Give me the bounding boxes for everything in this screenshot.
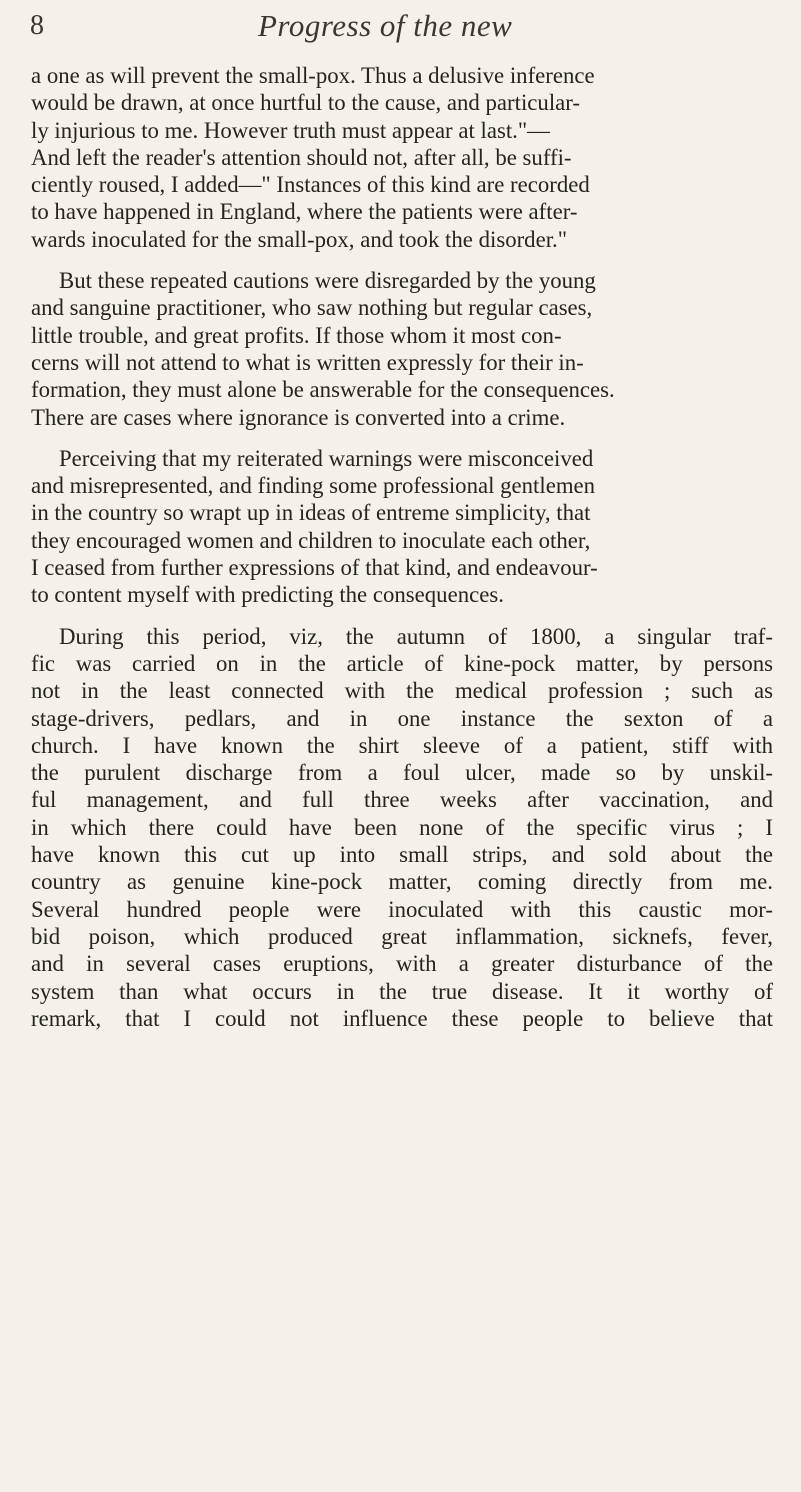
text-line: not in the least connected with the medical profession ; such as (31, 678, 773, 704)
text-line: in which there could have been none of the specific virus ; I (31, 814, 773, 840)
text-line: have known this cut up into small strips, and sold about the (31, 842, 773, 868)
text-line: little trouble, and great profits. If those whom it most con- (31, 322, 562, 348)
text-line: There are cases where ignorance is converted into a crime. (31, 404, 566, 430)
text-line: church. I have known the shirt sleeve of a patient, stiff with (31, 732, 773, 758)
page-number: 8 (30, 10, 44, 41)
text-line: and misrepresented, and finding some professional gentlemen (31, 473, 596, 499)
text-line: and sanguine practitioner, who saw nothing but regular cases, (31, 295, 593, 321)
text-line: the purulent discharge from a foul ulcer, made so by unskil- (31, 760, 773, 786)
text-line: I ceased from further expressions of that kind, and endeavour- (31, 555, 598, 581)
text-line: would be drawn, at once hurtful to the cause, and particular- (31, 90, 580, 116)
text-line: to have happened in England, where the patients were after- (31, 199, 578, 225)
text-line: to content myself with predicting the consequences. (31, 582, 504, 608)
text-line: fic was carried on in the article of kine-pock matter, by persons (31, 650, 773, 676)
text-line: a one as will prevent the small-pox. Thus a delusive inference (31, 63, 595, 88)
paragraph (31, 62, 773, 253)
text-line: wards inoculated for the small-pox, and took the disorder." (31, 226, 568, 252)
paragraph (31, 267, 773, 431)
paragraph (31, 445, 773, 609)
running-head (30, 8, 770, 48)
body-text (31, 62, 773, 1046)
text-line: Perceiving that my reiterated warnings were misconceived (59, 445, 594, 471)
text-line: remark, that I could not influence these people to believe that (31, 1005, 773, 1031)
paragraph (31, 623, 773, 1032)
text-line: and in several cases eruptions, with a greater disturbance of the (31, 951, 773, 977)
text-line: ly injurious to me. However truth must appear at last."— (31, 117, 550, 143)
text-line: ful management, and full three weeks after vaccination, and (31, 787, 773, 813)
text-line: formation, they must alone be answerable for the consequences. (31, 377, 615, 403)
text-line: stage-drivers, pedlars, and in one instance the sexton of a (31, 705, 773, 731)
text-line: Several hundred people were inoculated with this caustic mor- (31, 896, 773, 922)
text-line: During this period, viz, the autumn of 1800, a singular traf- (59, 623, 773, 649)
text-line: cerns will not attend to what is written expressly for their in- (31, 349, 584, 375)
text-line: they encouraged women and children to inoculate each other, (31, 527, 591, 553)
text-line: And left the reader's attention should not, after all, be suffi- (31, 144, 572, 170)
text-line: system than what occurs in the true disease. It it worthy of (31, 978, 773, 1004)
text-line: in the country so wrapt up in ideas of entreme simplicity, that (31, 500, 591, 526)
text-line: But these repeated cautions were disregarded by the young (59, 268, 596, 294)
text-line: country as genuine kine-pock matter, coming directly from me. (31, 869, 773, 895)
text-line: bid poison, which produced great inflammation, sicknefs, fever, (31, 923, 773, 949)
text-line: ciently roused, I added—" Instances of this kind are recorded (31, 172, 590, 198)
running-title: Progress of the new (258, 8, 513, 43)
